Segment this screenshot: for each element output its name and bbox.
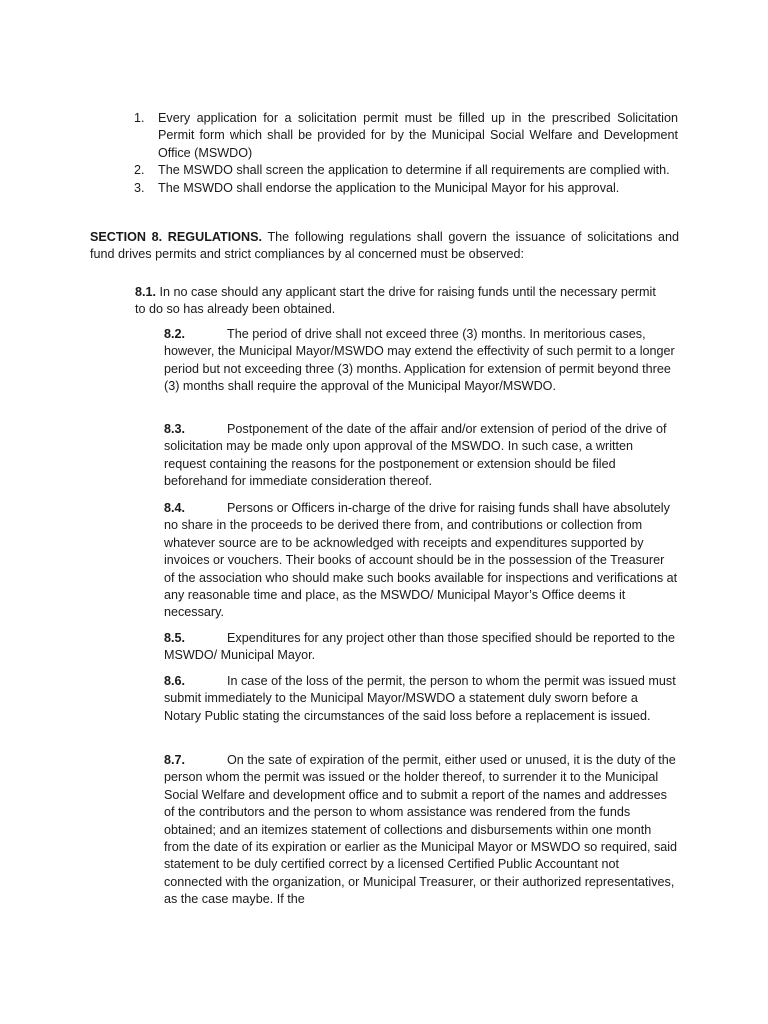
paragraph-number: 8.3. [164,422,186,436]
paragraph-8-6 [164,673,678,725]
paragraph-number: 8.2. [164,327,186,341]
list-item [134,110,678,162]
paragraph-text: On the sate of expiration of the permit, either used or unused, it is the duty of the person whom the permit was issued or the holder thereof, to surrender it to the Municipal Social Welfare and development office and to submit a report of the names and addresses of the contributors and the person to whom assistance was rendered from the funds obtained; and an itemizes statement of collections and disbursements within one month from the date of its expiration or earlier as the Municipal Mayor or MSWDO so required, said statement to be duly certified correct by a licensed Certified Public Accountant not connected with the organization, or Municipal Treasurer, or their authorized representatives, as the case maybe. If the [164,753,678,907]
list-item-text: Every application for a solicitation permit must be filled up in the prescribed Solicitation Permit form which shall be provided for by the Municipal Social Welfare and Development Office (MSWDO) [158,111,678,160]
list-item [134,162,678,179]
paragraph-number: 8.5. [164,631,186,645]
paragraph-number: 8.1. [135,285,157,299]
list-item-text: The MSWDO shall screen the application to determine if all requirements are complied with. [158,163,670,178]
section-heading: SECTION 8. REGULATIONS. [90,230,263,244]
paragraph-number: 8.6. [164,674,186,688]
paragraph-8-3 [164,421,678,491]
paragraph-8-5 [164,630,678,665]
paragraph-number: 8.4. [164,501,186,515]
paragraph-8-7 [164,752,678,909]
paragraph-text: Postponement of the date of the affair and/or extension of period of the drive of solicitation may be made only upon approval of the MSWDO. In such case, a written request containing the reasons for the postponement or extension should be filed beforehand for immediate consideration thereof. [164,422,667,489]
list-item-text: The MSWDO shall endorse the application to the Municipal Mayor for his approval. [158,180,620,195]
section-intro-text: The following regulations shall govern the issuance of solicitations and fund drives permits and strict compliances by al concerned must be observed: [90,230,679,262]
paragraph-8-4 [164,500,678,622]
paragraph-text: The period of drive shall not exceed three (3) months. In meritorious cases, however, the Municipal Mayor/MSWDO may extend the effectivity of such permit to a longer period but not exceeding three (3) months. Application for extension of permit beyond three (3) months shall require the approval of the Municipal Mayor/MSWDO. [164,327,675,394]
paragraph-text: Expenditures for any project other than those specified should be reported to the MSWDO/ Municipal Mayor. [164,631,676,663]
paragraph-text: In no case should any applicant start the drive for raising funds until the necessary permit to do so has already been obtained. [135,285,656,317]
application-steps-list [134,110,678,197]
section-8-paragraph [90,229,679,264]
list-number: 2. [134,163,145,178]
list-number: 1. [134,111,145,125]
paragraph-text: Persons or Officers in-charge of the drive for raising funds shall have absolutely no share in the proceeds to be derived there from, and contributions or collection from whatever source are to be acknowledged with receipts and expenditures supported by invoices or vouchers. Their books of account should be in the possession of the Treasurer of the association who should make such books available for inspections and verifications at any reasonable time and place, as the MSWDO/ Municipal Mayor’s Office deems it necessary. [164,501,678,620]
paragraph-text: In case of the loss of the permit, the person to whom the permit was issued must submit immediately to the Municipal Mayor/MSWDO a statement duly sworn before a Notary Public stating the circumstances of the said loss before a replacement is issued. [164,674,676,723]
paragraph-8-1 [135,284,669,319]
paragraph-8-2 [164,326,678,396]
list-item [134,180,678,197]
list-number: 3. [134,180,145,195]
paragraph-number: 8.7. [164,753,186,767]
